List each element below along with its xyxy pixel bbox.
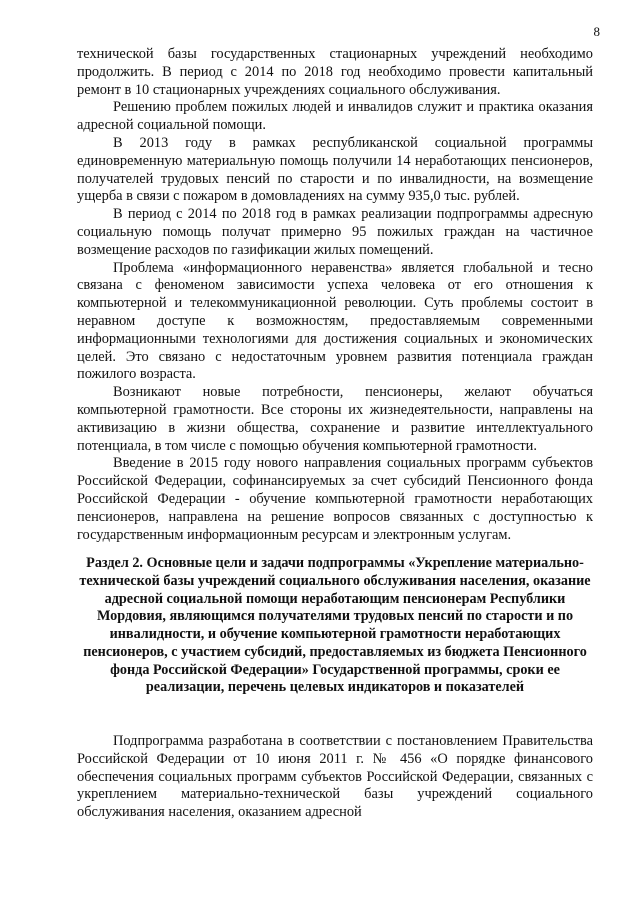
paragraph-continuation: технической базы государственных стационарных учреждений необходимо продолжить. В период с 2014 по 2018 год необходимо провести капитальный ремонт в 10 стационарных учреждениях социального обслуживания. (77, 46, 593, 98)
paragraph-information-inequality: Проблема «информационного неравенства» является глобальной и тесно связана с феноменом зависимости успеха человека от его отношения к компьютерной и телекоммуникационной революции. Суть проблемы состоит в неравном доступе к возможностям, предоставляемым современными информационными технологиями для достижения социальных и экономических целей. Это связано с недостаточным уровнем развития потенциала граждан пожилого возраста. (77, 259, 593, 383)
paragraph-new-needs: Возникают новые потребности, пенсионеры, желают обучаться компьютерной грамотности. Все стороны их жизнедеятельности, направлены на активизацию в жизни общества, сохранение и развитие интеллектуального потенциала, в том числе с помощью обучения компьютерной грамотности. (77, 384, 593, 454)
section-spacer (77, 697, 593, 733)
paragraph-address-aid: Решению проблем пожилых людей и инвалидов служит и практика оказания адресной социальной помощи. (77, 99, 593, 134)
paragraph-subprogram-basis: Подпрограмма разработана в соответствии с постановлением Правительства Российской Федерации от 10 июня 2011 г. № 456 «О порядке финансового обеспечения социальных программ субъектов Российской Федерации, связанных с укреплением материально-технической базы учреждений социального обслуживания населения, оказанием адресной (77, 732, 593, 821)
document-body (77, 46, 593, 822)
paragraph-2013-aid: В 2013 году в рамках республиканской социальной программы единовременную материальную помощь получили 14 неработающих пенсионеров, получателей трудовых пенсий по старости и по инвалидности, на возмещение ущерба в связи с пожаром в домовладениях на сумму 935,0 тыс. рублей. (77, 134, 593, 205)
page-number: 8 (593, 24, 600, 39)
section-heading: Раздел 2. Основные цели и задачи подпрограммы «Укрепление материально-технической базы учреждений социального обслуживания населения, оказание адресной социальной помощи неработающим пенсионерам Республики Мордовия, являющимся получателями трудовых пенсий по старости и по инвалидности, и обучение компьютерной грамотности неработающих пенсионеров, с участием субсидий, предоставляемых из бюджета Пенсионного фонда Российской Федерации» Государственной программы, сроки ее реализации, перечень целевых индикаторов и показателей (79, 555, 591, 696)
paragraph-2014-2018-aid: В период с 2014 по 2018 год в рамках реализации подпрограммы адресную социальную помощь получат примерно 95 пожилых граждан на частичное возмещение расходов по газификации жилых помещений. (77, 206, 593, 258)
paragraph-2015-introduction: Введение в 2015 году нового направления социальных программ субъектов Российской Федерации, софинансируемых за счет субсидий Пенсионного фонда Российской Федерации - обучение компьютерной грамотности неработающих пенсионеров, направлена на решение вопросов связанных с доступностью к государственным информационным ресурсам и электронным услугам. (77, 455, 593, 543)
